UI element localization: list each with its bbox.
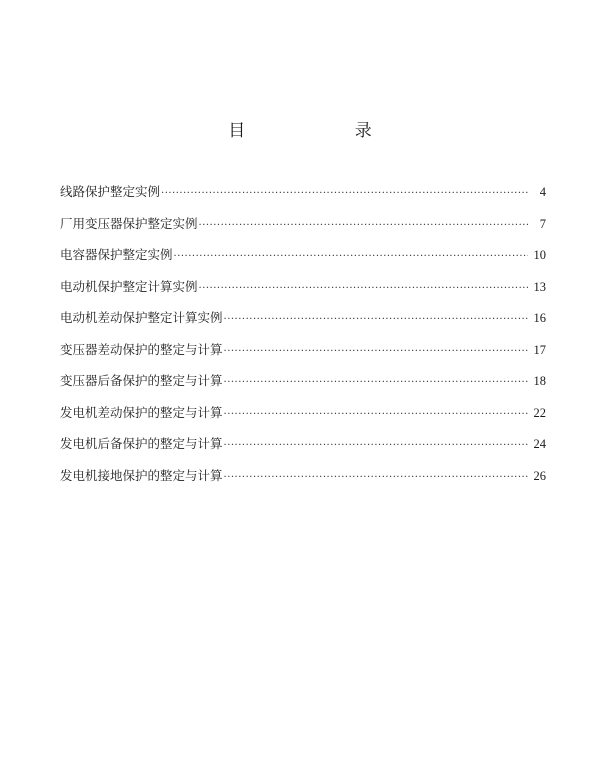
toc-entry[interactable] <box>60 182 546 214</box>
toc-entry-title: 发电机接地保护的整定与计算 <box>60 467 223 483</box>
toc-entry[interactable] <box>60 277 546 309</box>
toc-entry[interactable] <box>60 371 546 403</box>
toc-dot-leader <box>224 346 528 357</box>
toc-page-number: 13 <box>533 279 546 294</box>
toc-page-number: 22 <box>533 405 546 420</box>
toc-page-number: 10 <box>533 248 546 262</box>
toc-dot-leader <box>161 188 528 199</box>
toc-page-number: 18 <box>533 374 546 388</box>
toc-entry-title: 发电机差动保护的整定与计算 <box>60 404 223 420</box>
toc-entry-title: 电容器保护整定实例 <box>60 247 173 262</box>
toc-entry[interactable] <box>60 403 546 435</box>
toc-entry-title: 厂用变压器保护整定实例 <box>60 215 198 231</box>
toc-dot-leader <box>199 283 528 294</box>
toc-dot-leader <box>224 409 528 420</box>
toc-page-number: 16 <box>533 311 546 325</box>
toc-page-number: 17 <box>533 342 546 357</box>
toc-entry-title: 线路保护整定实例 <box>60 184 161 199</box>
toc-entry[interactable] <box>60 214 546 246</box>
toc-entry-title: 发电机后备保护的整定与计算 <box>60 436 223 451</box>
toc-page-number: 4 <box>539 185 546 199</box>
toc-dot-leader <box>224 472 528 483</box>
toc-dot-leader <box>199 220 528 231</box>
toc-entry[interactable] <box>60 245 546 277</box>
toc-dot-leader <box>224 440 528 451</box>
toc-entry[interactable] <box>60 434 546 466</box>
toc-entry[interactable] <box>60 340 546 372</box>
toc-dot-leader <box>224 377 528 388</box>
toc-entry-title: 电动机差动保护整定计算实例 <box>60 310 223 325</box>
toc-entry-title: 变压器差动保护的整定与计算 <box>60 341 223 357</box>
toc-page-number: 24 <box>533 437 546 451</box>
toc-entry-title: 电动机保护整定计算实例 <box>60 278 198 294</box>
toc-page-number: 26 <box>533 468 546 483</box>
page-title: 目 录 <box>228 121 424 141</box>
table-of-contents <box>60 182 546 497</box>
toc-dot-leader <box>174 251 528 262</box>
toc-dot-leader <box>224 314 528 325</box>
toc-page-number: 7 <box>539 216 546 231</box>
toc-entry[interactable] <box>60 308 546 340</box>
toc-entry[interactable] <box>60 466 546 498</box>
toc-entry-title: 变压器后备保护的整定与计算 <box>60 373 223 388</box>
